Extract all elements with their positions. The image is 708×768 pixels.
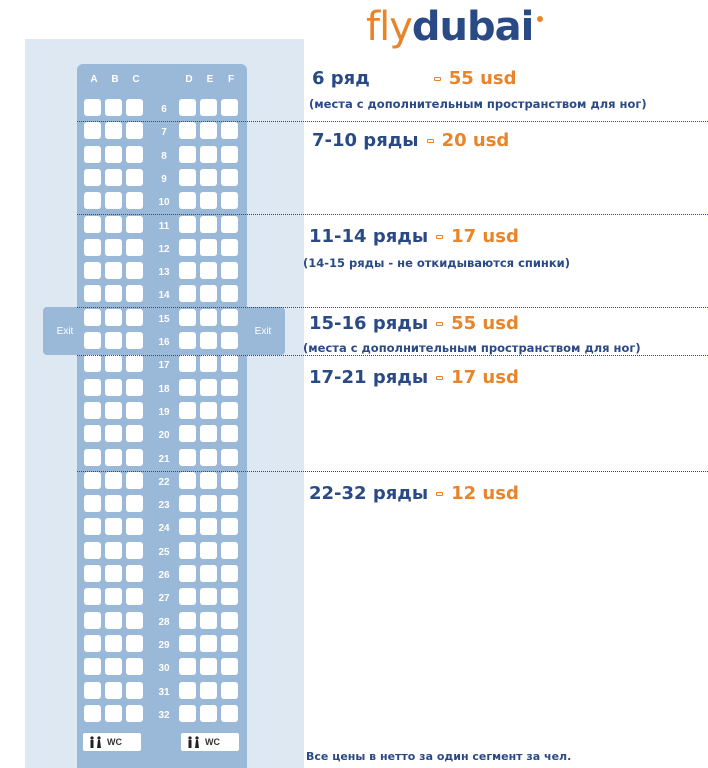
seat-31d[interactable] bbox=[179, 682, 196, 699]
column-letter-c: C bbox=[132, 74, 140, 85]
wc-label-right: WC bbox=[205, 737, 220, 747]
seat-22e[interactable] bbox=[200, 472, 217, 489]
price-row-6-amount: 55 usd bbox=[448, 68, 517, 89]
price-rows-11-14-amount: 17 usd bbox=[451, 226, 519, 247]
row-number: 31 bbox=[158, 687, 170, 698]
seat-9b[interactable] bbox=[105, 169, 122, 186]
row-number: 28 bbox=[158, 617, 170, 628]
seat-14f[interactable] bbox=[221, 285, 238, 302]
seat-23a[interactable] bbox=[84, 495, 101, 512]
price-row-6-rows: 6 ряд bbox=[312, 68, 370, 89]
seat-29f[interactable] bbox=[221, 635, 238, 652]
seat-17a[interactable] bbox=[84, 355, 101, 372]
seat-11d[interactable] bbox=[179, 216, 196, 233]
seat-10a[interactable] bbox=[84, 192, 101, 209]
seat-7d[interactable] bbox=[179, 122, 196, 139]
seat-8f[interactable] bbox=[221, 146, 238, 163]
price-separator bbox=[436, 322, 443, 326]
seat-14b[interactable] bbox=[105, 285, 122, 302]
seat-32f[interactable] bbox=[221, 705, 238, 722]
seat-17f[interactable] bbox=[221, 355, 238, 372]
seat-32c[interactable] bbox=[126, 705, 143, 722]
note-rows-11-14: (14-15 ряды - не откидываются спинки) bbox=[303, 256, 570, 270]
seat-29b[interactable] bbox=[105, 635, 122, 652]
divider-after-row-16 bbox=[77, 355, 708, 356]
seat-18e[interactable] bbox=[200, 379, 217, 396]
seat-12b[interactable] bbox=[105, 239, 122, 256]
seat-32a[interactable] bbox=[84, 705, 101, 722]
seat-28e[interactable] bbox=[200, 612, 217, 629]
seat-27f[interactable] bbox=[221, 588, 238, 605]
row-number: 8 bbox=[161, 151, 167, 162]
seat-22d[interactable] bbox=[179, 472, 196, 489]
column-letter-d: D bbox=[185, 74, 193, 85]
seat-8c[interactable] bbox=[126, 146, 143, 163]
divider-after-row-21 bbox=[77, 471, 708, 472]
seat-21e[interactable] bbox=[200, 449, 217, 466]
seat-19c[interactable] bbox=[126, 402, 143, 419]
seat-21b[interactable] bbox=[105, 449, 122, 466]
seat-13b[interactable] bbox=[105, 262, 122, 279]
seat-15b[interactable] bbox=[105, 309, 122, 326]
seat-32e[interactable] bbox=[200, 705, 217, 722]
seat-16c[interactable] bbox=[126, 332, 143, 349]
row-number: 11 bbox=[158, 221, 170, 232]
row-number: 12 bbox=[158, 244, 170, 255]
seat-7e[interactable] bbox=[200, 122, 217, 139]
seat-18d[interactable] bbox=[179, 379, 196, 396]
seat-31b[interactable] bbox=[105, 682, 122, 699]
seat-22f[interactable] bbox=[221, 472, 238, 489]
seat-30d[interactable] bbox=[179, 658, 196, 675]
lavatory-right bbox=[181, 733, 239, 751]
row-number: 15 bbox=[158, 314, 170, 325]
seat-24e[interactable] bbox=[200, 518, 217, 535]
seat-20c[interactable] bbox=[126, 425, 143, 442]
seat-7a[interactable] bbox=[84, 122, 101, 139]
seat-10c[interactable] bbox=[126, 192, 143, 209]
divider-after-row-6 bbox=[77, 121, 708, 122]
seat-20a[interactable] bbox=[84, 425, 101, 442]
seat-28a[interactable] bbox=[84, 612, 101, 629]
price-separator bbox=[436, 376, 443, 380]
seat-26c[interactable] bbox=[126, 565, 143, 582]
seat-28f[interactable] bbox=[221, 612, 238, 629]
seat-17c[interactable] bbox=[126, 355, 143, 372]
footer-note: Все цены в нетто за один сегмент за чел. bbox=[306, 750, 572, 763]
seat-11f[interactable] bbox=[221, 216, 238, 233]
seat-18f[interactable] bbox=[221, 379, 238, 396]
seat-23f[interactable] bbox=[221, 495, 238, 512]
seat-20f[interactable] bbox=[221, 425, 238, 442]
row-number: 13 bbox=[158, 267, 170, 278]
row-number: 32 bbox=[158, 710, 170, 721]
price-rows-11-14-rows: 11-14 ряды bbox=[309, 226, 429, 247]
seat-21d[interactable] bbox=[179, 449, 196, 466]
seat-11e[interactable] bbox=[200, 216, 217, 233]
seat-26a[interactable] bbox=[84, 565, 101, 582]
row-number: 10 bbox=[158, 197, 170, 208]
price-separator bbox=[436, 492, 443, 496]
seat-23b[interactable] bbox=[105, 495, 122, 512]
row-number: 16 bbox=[158, 337, 170, 348]
seat-29a[interactable] bbox=[84, 635, 101, 652]
logo-fly-text: fly bbox=[366, 4, 412, 50]
seat-30c[interactable] bbox=[126, 658, 143, 675]
seat-12a[interactable] bbox=[84, 239, 101, 256]
seat-26d[interactable] bbox=[179, 565, 196, 582]
row-number: 20 bbox=[158, 430, 170, 441]
seat-9f[interactable] bbox=[221, 169, 238, 186]
price-rows-11-14 bbox=[309, 226, 519, 247]
seat-10f[interactable] bbox=[221, 192, 238, 209]
exit-right-label: Exit bbox=[254, 325, 272, 337]
seat-14d[interactable] bbox=[179, 285, 196, 302]
seat-22b[interactable] bbox=[105, 472, 122, 489]
price-row-6 bbox=[312, 68, 517, 89]
seat-14c[interactable] bbox=[126, 285, 143, 302]
seat-27d[interactable] bbox=[179, 588, 196, 605]
seat-6e[interactable] bbox=[200, 99, 217, 116]
seat-26f[interactable] bbox=[221, 565, 238, 582]
price-rows-22-32 bbox=[309, 483, 519, 504]
seat-15f[interactable] bbox=[221, 309, 238, 326]
seat-25e[interactable] bbox=[200, 542, 217, 559]
seat-8d[interactable] bbox=[179, 146, 196, 163]
seat-28b[interactable] bbox=[105, 612, 122, 629]
seat-28d[interactable] bbox=[179, 612, 196, 629]
column-letter-b: B bbox=[111, 74, 119, 85]
seat-6d[interactable] bbox=[179, 99, 196, 116]
seat-30b[interactable] bbox=[105, 658, 122, 675]
price-rows-17-21 bbox=[309, 367, 519, 388]
seat-18b[interactable] bbox=[105, 379, 122, 396]
seat-30f[interactable] bbox=[221, 658, 238, 675]
seat-13a[interactable] bbox=[84, 262, 101, 279]
seat-12c[interactable] bbox=[126, 239, 143, 256]
price-rows-17-21-amount: 17 usd bbox=[451, 367, 519, 388]
seat-21a[interactable] bbox=[84, 449, 101, 466]
seat-11b[interactable] bbox=[105, 216, 122, 233]
seat-25b[interactable] bbox=[105, 542, 122, 559]
seat-7f[interactable] bbox=[221, 122, 238, 139]
seat-18c[interactable] bbox=[126, 379, 143, 396]
seat-15e[interactable] bbox=[200, 309, 217, 326]
seat-32b[interactable] bbox=[105, 705, 122, 722]
seat-31c[interactable] bbox=[126, 682, 143, 699]
row-number: 19 bbox=[158, 407, 170, 418]
row-number: 7 bbox=[161, 127, 167, 138]
row-number: 17 bbox=[158, 360, 170, 371]
seat-20b[interactable] bbox=[105, 425, 122, 442]
seat-27c[interactable] bbox=[126, 588, 143, 605]
seat-24c[interactable] bbox=[126, 518, 143, 535]
seat-25d[interactable] bbox=[179, 542, 196, 559]
seat-6c[interactable] bbox=[126, 99, 143, 116]
seat-26b[interactable] bbox=[105, 565, 122, 582]
seat-9e[interactable] bbox=[200, 169, 217, 186]
price-rows-22-32-amount: 12 usd bbox=[451, 483, 519, 504]
note-row-6: (места с дополнительным пространством для ног) bbox=[309, 97, 647, 111]
row-number: 27 bbox=[158, 593, 170, 604]
seat-31f[interactable] bbox=[221, 682, 238, 699]
seat-13f[interactable] bbox=[221, 262, 238, 279]
lavatory-left bbox=[83, 733, 141, 751]
note-rows-15-16: (места с дополнительным пространством для ног) bbox=[303, 341, 641, 355]
seat-29c[interactable] bbox=[126, 635, 143, 652]
price-rows-17-21-rows: 17-21 ряды bbox=[309, 367, 429, 388]
toilet-icon bbox=[187, 736, 201, 748]
seat-24f[interactable] bbox=[221, 518, 238, 535]
logo-dot bbox=[537, 16, 543, 22]
seat-12e[interactable] bbox=[200, 239, 217, 256]
seat-15d[interactable] bbox=[179, 309, 196, 326]
seat-24b[interactable] bbox=[105, 518, 122, 535]
seat-17d[interactable] bbox=[179, 355, 196, 372]
divider-after-row-14 bbox=[77, 307, 708, 308]
seat-16d[interactable] bbox=[179, 332, 196, 349]
seat-7b[interactable] bbox=[105, 122, 122, 139]
row-number: 25 bbox=[158, 547, 170, 558]
seat-9a[interactable] bbox=[84, 169, 101, 186]
seat-25a[interactable] bbox=[84, 542, 101, 559]
price-rows-22-32-rows: 22-32 ряды bbox=[309, 483, 429, 504]
row-number: 18 bbox=[158, 384, 170, 395]
seat-16b[interactable] bbox=[105, 332, 122, 349]
seat-13c[interactable] bbox=[126, 262, 143, 279]
seat-30e[interactable] bbox=[200, 658, 217, 675]
seat-31e[interactable] bbox=[200, 682, 217, 699]
seat-23e[interactable] bbox=[200, 495, 217, 512]
seat-17b[interactable] bbox=[105, 355, 122, 372]
seat-12f[interactable] bbox=[221, 239, 238, 256]
seat-27a[interactable] bbox=[84, 588, 101, 605]
row-number: 29 bbox=[158, 640, 170, 651]
row-number: 22 bbox=[158, 477, 170, 488]
price-rows-15-16-amount: 55 usd bbox=[451, 313, 519, 334]
seat-8a[interactable] bbox=[84, 146, 101, 163]
seat-12d[interactable] bbox=[179, 239, 196, 256]
seat-27b[interactable] bbox=[105, 588, 122, 605]
price-rows-15-16-rows: 15-16 ряды bbox=[309, 313, 429, 334]
seat-24d[interactable] bbox=[179, 518, 196, 535]
divider-after-row-10 bbox=[77, 214, 708, 215]
seat-6a[interactable] bbox=[84, 99, 101, 116]
seat-27e[interactable] bbox=[200, 588, 217, 605]
seat-10b[interactable] bbox=[105, 192, 122, 209]
row-number: 21 bbox=[158, 454, 170, 465]
seat-16f[interactable] bbox=[221, 332, 238, 349]
seat-28c[interactable] bbox=[126, 612, 143, 629]
logo-dubai-text: dubai bbox=[411, 4, 534, 50]
seat-11c[interactable] bbox=[126, 216, 143, 233]
seat-6f[interactable] bbox=[221, 99, 238, 116]
wc-label-left: WC bbox=[107, 737, 122, 747]
seat-17e[interactable] bbox=[200, 355, 217, 372]
price-rows-7-10-amount: 20 usd bbox=[441, 130, 510, 151]
seat-31a[interactable] bbox=[84, 682, 101, 699]
seat-11a[interactable] bbox=[84, 216, 101, 233]
seat-19e[interactable] bbox=[200, 402, 217, 419]
price-separator bbox=[434, 77, 441, 81]
seat-16e[interactable] bbox=[200, 332, 217, 349]
row-number: 23 bbox=[158, 500, 170, 511]
seat-30a[interactable] bbox=[84, 658, 101, 675]
seat-32d[interactable] bbox=[179, 705, 196, 722]
seat-20d[interactable] bbox=[179, 425, 196, 442]
flydubai-logo bbox=[366, 2, 533, 52]
row-number: 6 bbox=[161, 104, 167, 115]
seat-9d[interactable] bbox=[179, 169, 196, 186]
seat-19b[interactable] bbox=[105, 402, 122, 419]
seat-6b[interactable] bbox=[105, 99, 122, 116]
seat-13d[interactable] bbox=[179, 262, 196, 279]
column-letter-e: E bbox=[206, 74, 214, 85]
seat-23d[interactable] bbox=[179, 495, 196, 512]
price-rows-7-10 bbox=[312, 130, 509, 151]
seat-20e[interactable] bbox=[200, 425, 217, 442]
seat-25c[interactable] bbox=[126, 542, 143, 559]
exit-right bbox=[241, 307, 285, 355]
column-letter-f: F bbox=[227, 74, 235, 85]
seat-9c[interactable] bbox=[126, 169, 143, 186]
row-number: 24 bbox=[158, 523, 170, 534]
seat-8b[interactable] bbox=[105, 146, 122, 163]
seat-21f[interactable] bbox=[221, 449, 238, 466]
seat-19a[interactable] bbox=[84, 402, 101, 419]
column-letter-a: A bbox=[90, 74, 98, 85]
seat-19f[interactable] bbox=[221, 402, 238, 419]
price-rows-7-10-rows: 7-10 ряды bbox=[312, 130, 419, 151]
seat-21c[interactable] bbox=[126, 449, 143, 466]
seat-15c[interactable] bbox=[126, 309, 143, 326]
seat-19d[interactable] bbox=[179, 402, 196, 419]
seat-29e[interactable] bbox=[200, 635, 217, 652]
toilet-icon bbox=[89, 736, 103, 748]
price-rows-15-16 bbox=[309, 313, 519, 334]
row-number: 26 bbox=[158, 570, 170, 581]
seat-18a[interactable] bbox=[84, 379, 101, 396]
row-number: 14 bbox=[158, 290, 170, 301]
seat-29d[interactable] bbox=[179, 635, 196, 652]
row-number: 9 bbox=[161, 174, 167, 185]
seat-10e[interactable] bbox=[200, 192, 217, 209]
seat-7c[interactable] bbox=[126, 122, 143, 139]
exit-left-label: Exit bbox=[56, 325, 74, 337]
seat-23c[interactable] bbox=[126, 495, 143, 512]
seat-8e[interactable] bbox=[200, 146, 217, 163]
seat-13e[interactable] bbox=[200, 262, 217, 279]
seat-22c[interactable] bbox=[126, 472, 143, 489]
row-number: 30 bbox=[158, 663, 170, 674]
seat-15a[interactable] bbox=[84, 309, 101, 326]
seat-14e[interactable] bbox=[200, 285, 217, 302]
seat-16a[interactable] bbox=[84, 332, 101, 349]
seat-24a[interactable] bbox=[84, 518, 101, 535]
seat-26e[interactable] bbox=[200, 565, 217, 582]
price-separator bbox=[427, 139, 434, 143]
seat-10d[interactable] bbox=[179, 192, 196, 209]
price-separator bbox=[436, 235, 443, 239]
seat-22a[interactable] bbox=[84, 472, 101, 489]
seat-25f[interactable] bbox=[221, 542, 238, 559]
seat-14a[interactable] bbox=[84, 285, 101, 302]
